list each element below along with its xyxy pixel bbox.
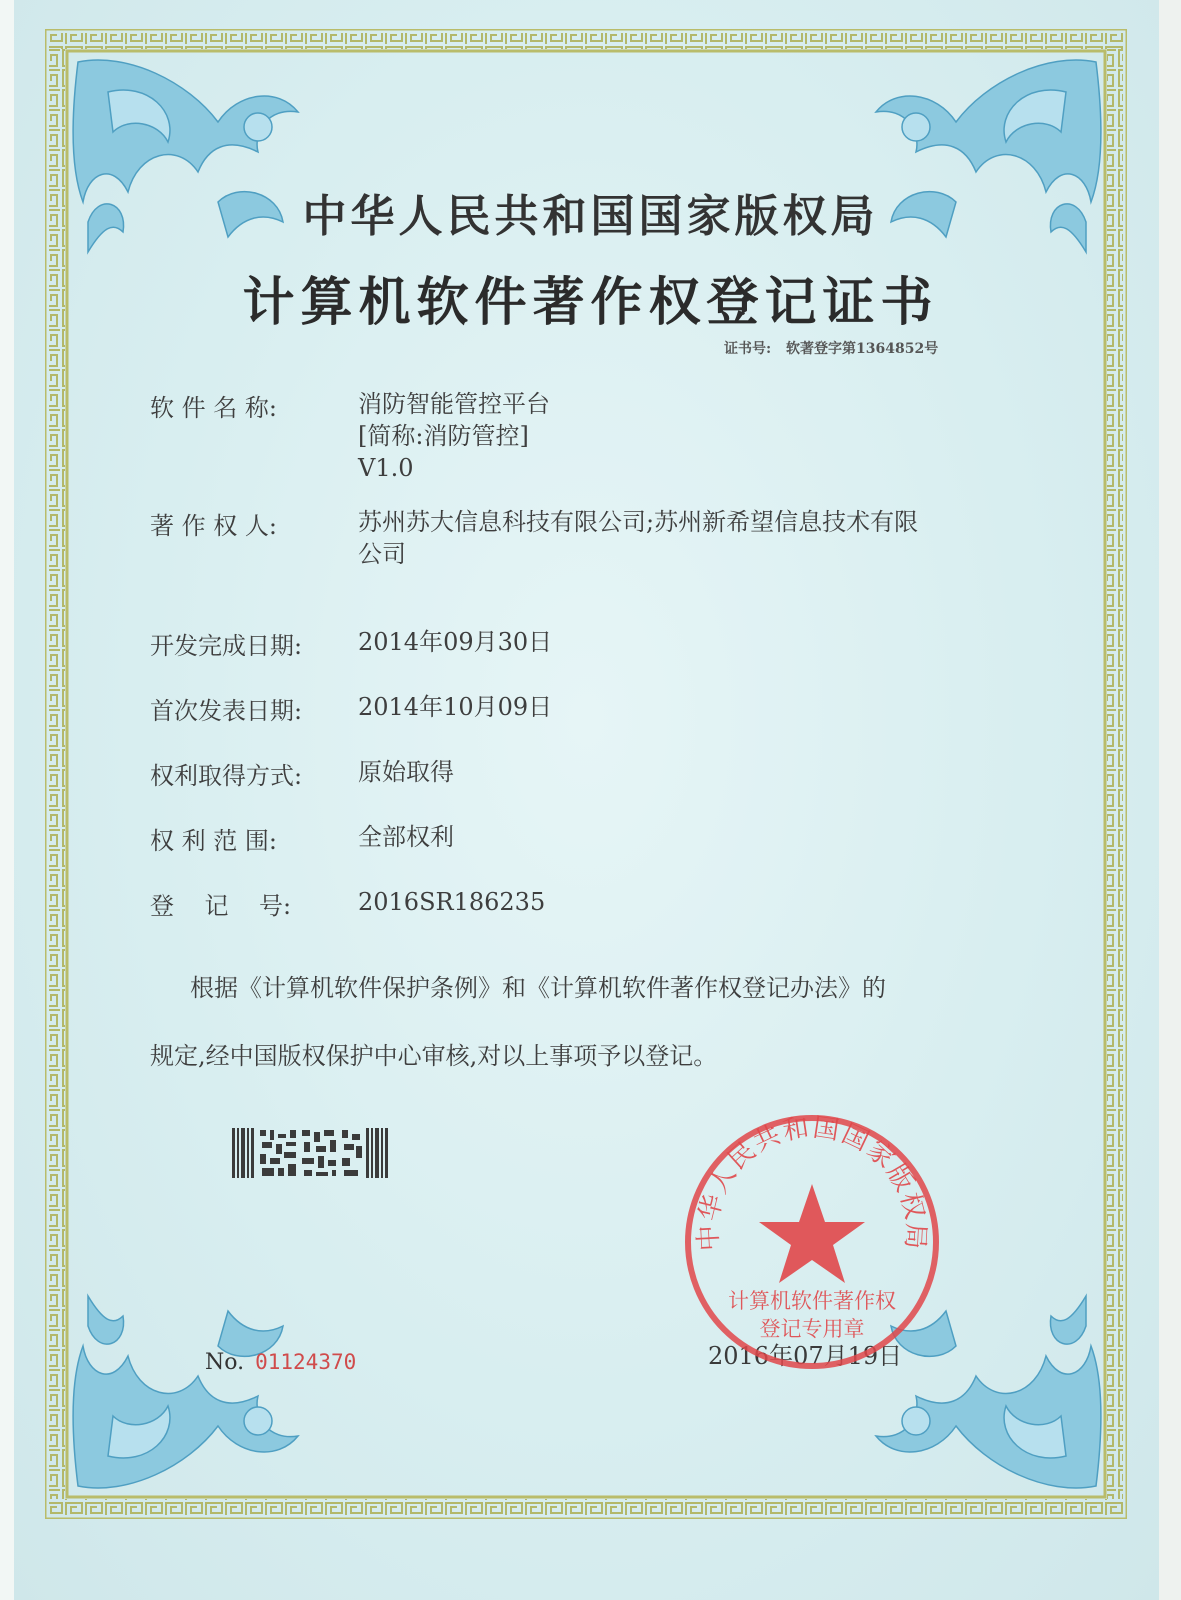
field-value: 2016SR186235 <box>358 888 546 916</box>
software-version-line: V1.0 <box>358 454 414 482</box>
field-label: 登 记 号: <box>150 892 292 920</box>
owner-line: 公司 <box>358 540 406 568</box>
issuer-name: 中华人民共和国国家版权局 <box>302 191 879 242</box>
certificate-number-label: 证书号: <box>724 341 772 357</box>
field-label: 首次发表日期: <box>150 697 303 725</box>
corner-ornament-bottom-left <box>68 1266 308 1496</box>
svg-text:登记专用章: 登记专用章 <box>759 1317 865 1341</box>
svg-text:计算机软件著作权: 计算机软件著作权 <box>728 1289 896 1313</box>
serial-number <box>205 1350 356 1375</box>
software-short-name-line: [简称:消防管控] <box>358 422 529 450</box>
field-value: 2014年09月30日 <box>358 628 553 656</box>
field-value: 原始取得 <box>358 758 454 786</box>
barcode-icon <box>232 1128 392 1178</box>
statement-line-2: 规定,经中国版权保护中心审核,对以上事项予以登记。 <box>150 1042 718 1070</box>
field-label: 权利取得方式: <box>150 762 303 790</box>
svg-text:中华人民共和国国家版权局: 中华人民共和国国家版权局 <box>693 1112 931 1252</box>
star-icon <box>759 1184 865 1283</box>
issue-date: 2016年07月19日 <box>708 1342 903 1370</box>
software-name-line: 消防智能管控平台 <box>358 390 550 418</box>
field-label: 权 利 范 围: <box>150 827 277 855</box>
serial-label: No. <box>205 1350 245 1375</box>
certificate-number <box>724 338 938 358</box>
field-value: 全部权利 <box>358 823 454 851</box>
field-label: 开发完成日期: <box>150 632 303 660</box>
field-value <box>358 388 1018 484</box>
field-label: 著 作 权 人: <box>150 512 277 540</box>
certificate-number-value: 软著登字第1364852号 <box>786 341 939 357</box>
field-value <box>358 506 1018 570</box>
corner-ornament-top-right <box>866 52 1106 282</box>
owner-line: 苏州苏大信息科技有限公司;苏州新希望信息技术有限 <box>358 508 919 536</box>
certificate-title: 计算机软件著作权登记证书 <box>242 272 939 333</box>
serial-value: 01124370 <box>255 1350 357 1374</box>
official-seal <box>682 1112 942 1372</box>
field-value: 2014年10月09日 <box>358 693 553 721</box>
statement-line-1: 根据《计算机软件保护条例》和《计算机软件著作权登记办法》的 <box>190 974 886 1002</box>
corner-ornament-top-left <box>68 52 308 282</box>
field-label: 软 件 名 称: <box>150 394 277 422</box>
